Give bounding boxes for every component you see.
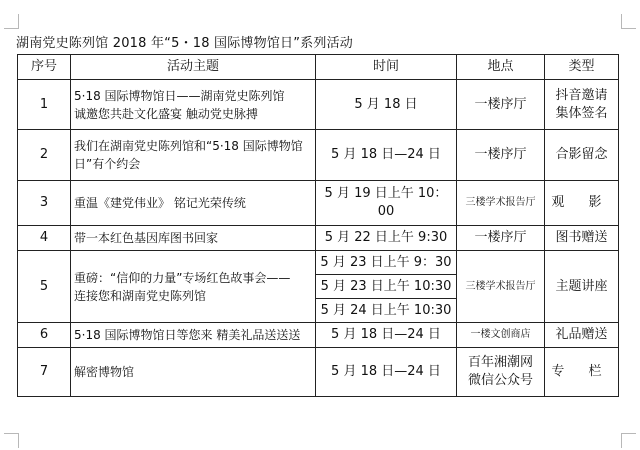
row-topic xyxy=(71,80,316,130)
type-line: 集体签名 xyxy=(555,105,608,121)
topic-line: 诚邀您共赴文化盛宴 触动党史脉搏 xyxy=(74,106,258,121)
row-time: 5 月 24 日上午 10:30 xyxy=(316,299,457,323)
row-time: 5 月 22 日上午 9:30 xyxy=(316,226,457,251)
header-type: 类型 xyxy=(545,55,619,80)
row-time: 5 月 18 日—24 日 xyxy=(316,323,457,348)
row-number: 6 xyxy=(18,323,71,348)
row-place: 一楼文创商店 xyxy=(457,323,545,348)
place-line: 微信公众号 xyxy=(467,373,533,388)
place-line: 百年湘潮网 xyxy=(467,355,533,370)
document-title: 湖南党史陈列馆 2018 年“5・18 国际博物馆日”系列活动 xyxy=(16,36,353,51)
row-type: 图书赠送 xyxy=(545,226,619,251)
table-row xyxy=(18,80,619,130)
header-time: 时间 xyxy=(316,55,457,80)
events-table xyxy=(17,54,619,397)
row-number: 5 xyxy=(18,251,71,323)
row-time: 5 月 23 日上午 9：30 xyxy=(316,251,457,275)
row-number: 2 xyxy=(18,130,71,181)
page-corner-mark-top-left xyxy=(4,14,19,29)
row-topic xyxy=(71,130,316,181)
row-number: 7 xyxy=(18,348,71,397)
row-type: 合影留念 xyxy=(545,130,619,181)
row-number: 3 xyxy=(18,181,71,226)
row-topic: 带一本红色基因库图书回家 xyxy=(71,226,316,251)
header-num: 序号 xyxy=(18,55,71,80)
header-place: 地点 xyxy=(457,55,545,80)
row-place: 三楼学术报告厅 xyxy=(457,181,545,226)
header-topic: 活动主题 xyxy=(71,55,316,80)
row-time: 5 月 23 日上午 10:30 xyxy=(316,275,457,299)
row-place: 一楼序厅 xyxy=(457,80,545,130)
table-header-row xyxy=(18,55,619,80)
row-type: 礼品赠送 xyxy=(545,323,619,348)
table-row xyxy=(18,323,619,348)
time-line: 5 月 19 日上午 10： xyxy=(324,186,448,201)
row-type xyxy=(545,80,619,130)
table-row xyxy=(18,251,619,275)
table-row xyxy=(18,130,619,181)
row-type: 观 影 xyxy=(545,181,619,226)
row-place xyxy=(457,348,545,397)
row-number: 1 xyxy=(18,80,71,130)
table-row xyxy=(18,181,619,226)
topic-line: 日”有个约会 xyxy=(74,157,141,171)
row-topic: 解密博物馆 xyxy=(71,348,316,397)
topic-line: 我们在湖南党史陈列馆和“5·18 国际博物馆 xyxy=(74,139,303,153)
row-type: 专 栏 xyxy=(545,348,619,397)
page-corner-mark-top-right xyxy=(621,14,636,29)
time-line: 00 xyxy=(377,204,395,219)
row-place: 一楼序厅 xyxy=(457,130,545,181)
row-topic xyxy=(71,251,316,323)
topic-line: 重磅：“信仰的力量”专场红色故事会—— xyxy=(74,270,291,285)
table-row xyxy=(18,348,619,397)
page-corner-mark-bottom-left xyxy=(4,433,19,448)
row-time: 5 月 18 日—24 日 xyxy=(316,130,457,181)
row-time xyxy=(316,181,457,226)
row-type: 主题讲座 xyxy=(545,251,619,323)
topic-line: 连接您和湖南党史陈列馆 xyxy=(74,288,207,303)
row-time: 5 月 18 日—24 日 xyxy=(316,348,457,397)
row-number: 4 xyxy=(18,226,71,251)
page-corner-mark-bottom-right xyxy=(621,433,636,448)
row-place: 一楼序厅 xyxy=(457,226,545,251)
table-row xyxy=(18,226,619,251)
row-time: 5 月 18 日 xyxy=(316,80,457,130)
row-place: 三楼学术报告厅 xyxy=(457,251,545,323)
row-topic: 重温《建党伟业》 铭记光荣传统 xyxy=(71,181,316,226)
topic-line: 5·18 国际博物馆日——湖南党史陈列馆 xyxy=(74,88,285,103)
row-topic: 5·18 国际博物馆日等您来 精美礼品送送送 xyxy=(71,323,316,348)
type-line: 抖音邀请 xyxy=(555,87,608,103)
